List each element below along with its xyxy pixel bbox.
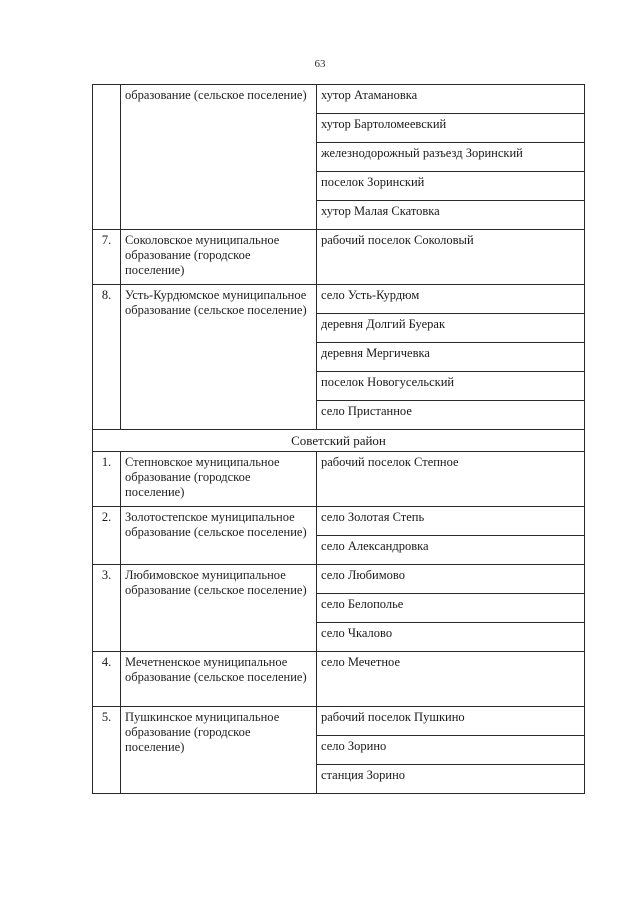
settlement-name: станция Зорино <box>317 765 585 794</box>
table-row <box>93 452 585 507</box>
settlement-name: рабочий поселок Пушкино <box>317 707 585 736</box>
row-number: 4. <box>93 652 121 707</box>
municipality-name: Соколовское муниципальное образование (городское поселение) <box>121 230 317 285</box>
district-header-row <box>93 430 585 452</box>
settlement-name: железнодорожный разъезд Зоринский <box>317 143 585 172</box>
table-row <box>93 652 585 707</box>
settlement-name: село Чкалово <box>317 623 585 652</box>
settlement-name: деревня Мергичевка <box>317 343 585 372</box>
table-row <box>93 230 585 285</box>
row-number: 1. <box>93 452 121 507</box>
row-number: 7. <box>93 230 121 285</box>
settlement-name: деревня Долгий Буерак <box>317 314 585 343</box>
municipality-name: Мечетненское муниципальное образование (сельское поселение) <box>121 652 317 707</box>
district-name: Советский район <box>93 430 585 452</box>
settlement-name: хутор Малая Скатовка <box>317 201 585 230</box>
municipality-name: Усть-Курдюмское муниципальное образование (сельское поселение) <box>121 285 317 430</box>
settlement-name: село Усть-Курдюм <box>317 285 585 314</box>
row-number <box>93 85 121 230</box>
table-row <box>93 285 585 314</box>
page-number: 63 <box>314 58 326 70</box>
settlement-name: село Любимово <box>317 565 585 594</box>
settlements-table <box>92 84 585 794</box>
settlement-name: хутор Бартоломеевский <box>317 114 585 143</box>
settlement-name: село Александровка <box>317 536 585 565</box>
row-number: 2. <box>93 507 121 565</box>
settlement-name: село Зорино <box>317 736 585 765</box>
row-number: 5. <box>93 707 121 794</box>
settlement-name: село Пристанное <box>317 401 585 430</box>
municipality-name: образование (сельское поселение) <box>121 85 317 230</box>
settlement-name: рабочий поселок Степное <box>317 452 585 507</box>
table-row <box>93 507 585 536</box>
settlement-name: поселок Новогусельский <box>317 372 585 401</box>
municipality-name: Золотостепское муниципальное образование (сельское поселение) <box>121 507 317 565</box>
settlement-name: село Белополье <box>317 594 585 623</box>
settlement-name: село Мечетное <box>317 652 585 707</box>
settlement-name: село Золотая Степь <box>317 507 585 536</box>
table-row <box>93 707 585 736</box>
settlement-name: хутор Атамановка <box>317 85 585 114</box>
settlement-name: рабочий поселок Соколовый <box>317 230 585 285</box>
municipality-name: Степновское муниципальное образование (городское поселение) <box>121 452 317 507</box>
row-number: 8. <box>93 285 121 430</box>
row-number: 3. <box>93 565 121 652</box>
table-row <box>93 565 585 594</box>
municipality-name: Любимовское муниципальное образование (сельское поселение) <box>121 565 317 652</box>
settlement-name: поселок Зоринский <box>317 172 585 201</box>
municipality-name: Пушкинское муниципальное образование (городское поселение) <box>121 707 317 794</box>
table-row <box>93 85 585 114</box>
